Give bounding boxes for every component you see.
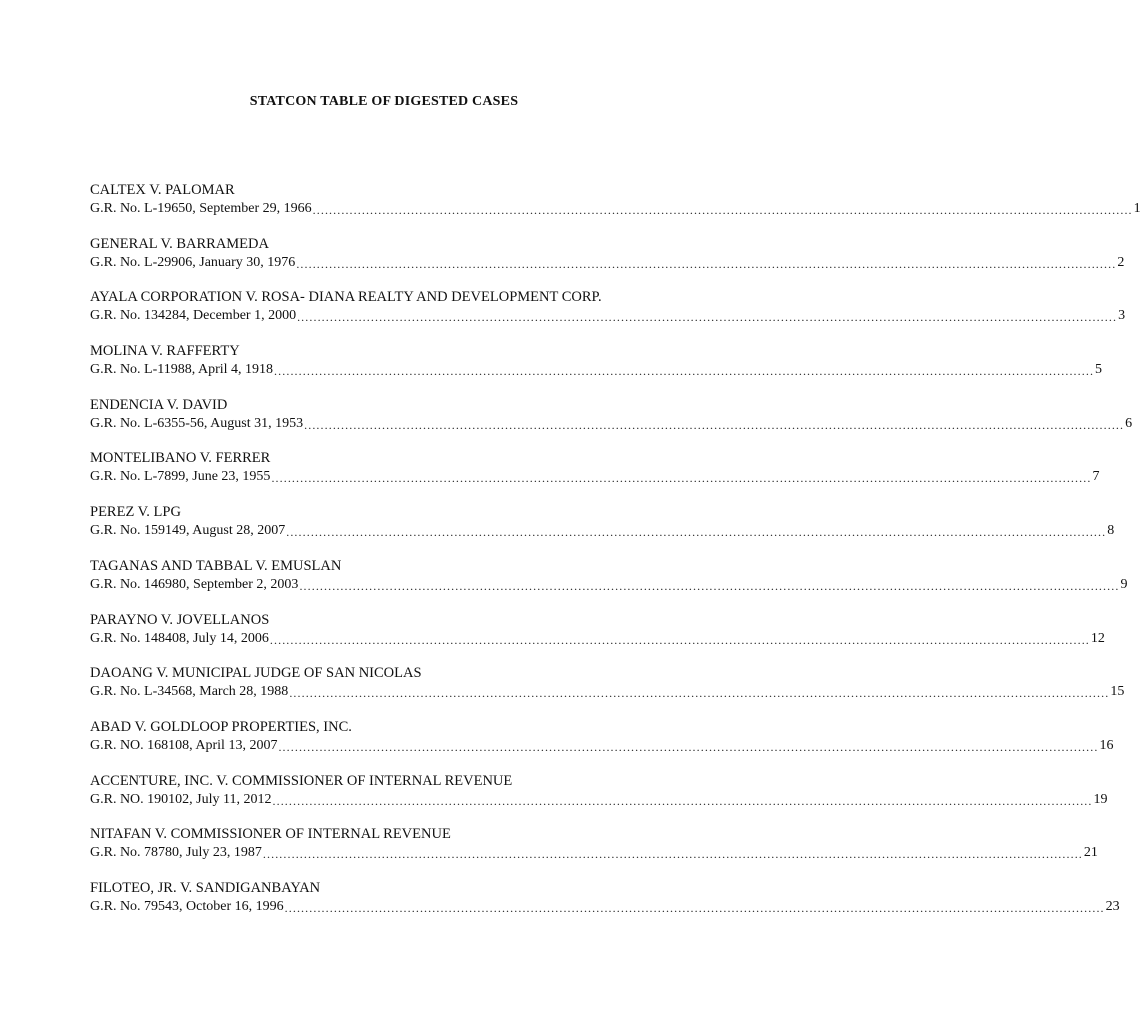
dot-leader: ........................................................................................................................................................................................................ — [262, 847, 1083, 862]
toc-entry — [90, 718, 1114, 772]
case-name: ACCENTURE, INC. V. COMMISSIONER OF INTERNAL REVENUE — [90, 772, 513, 789]
case-citation: G.R. No. 79543, October 16, 1996 — [90, 898, 284, 914]
dot-leader: ........................................................................................................................................................................................................ — [272, 793, 1093, 808]
case-citation: G.R. No. 134284, December 1, 2000 — [90, 308, 297, 324]
case-name: MOLINA V. RAFFERTY — [90, 343, 240, 360]
citation-line — [90, 897, 1120, 916]
toc-entry — [90, 879, 1120, 933]
case-citation: G.R. No. 148408, July 14, 2006 — [90, 630, 269, 646]
case-citation: G.R. No. 78780, July 23, 1987 — [90, 845, 262, 861]
page-number: 7 — [1092, 469, 1100, 485]
case-citation: G.R. No. L-34568, March 28, 1988 — [90, 684, 289, 700]
page-title: STATCON TABLE OF DIGESTED CASES — [249, 94, 519, 109]
dot-leader: ........................................................................................................................................................................................................ — [284, 900, 1105, 915]
dot-leader: ........................................................................................................................................................................................................ — [269, 632, 1090, 647]
toc-entry — [90, 342, 1103, 396]
page-number: 23 — [1105, 898, 1120, 914]
page-number: 21 — [1083, 845, 1098, 861]
case-name: DAOANG V. MUNICIPAL JUDGE OF SAN NICOLAS — [90, 665, 422, 682]
page-number: 9 — [1120, 576, 1128, 592]
toc-entry — [90, 235, 1125, 289]
citation-line — [90, 360, 1103, 379]
page-number: 12 — [1090, 630, 1105, 646]
toc-entry — [90, 288, 1126, 342]
page-number: 8 — [1107, 523, 1115, 539]
case-name: FILOTEO, JR. V. SANDIGANBAYAN — [90, 879, 321, 896]
case-citation: G.R. NO. 168108, April 13, 2007 — [90, 737, 278, 753]
page-number: 1 — [1133, 201, 1141, 216]
toc-entry — [90, 611, 1105, 665]
case-citation: G.R. No. 159149, August 28, 2007 — [90, 523, 286, 539]
case-name: CALTEX V. PALOMAR — [90, 182, 235, 198]
case-name: TAGANAS AND TABBAL V. EMUSLAN — [90, 557, 342, 574]
citation-line — [90, 253, 1125, 272]
case-citation: G.R. No. L-6355-56, August 31, 1953 — [90, 415, 304, 431]
citation-line — [90, 629, 1105, 648]
page-number: 16 — [1099, 737, 1114, 753]
page-number: 6 — [1125, 415, 1133, 431]
case-name: NITAFAN V. COMMISSIONER OF INTERNAL REVENUE — [90, 826, 451, 843]
dot-leader: ........................................................................................................................................................................................................ — [271, 471, 1092, 486]
page-number: 19 — [1093, 791, 1108, 807]
citation-line — [90, 199, 1141, 218]
toc-entry — [90, 557, 1128, 611]
case-citation: G.R. No. L-11988, April 4, 1918 — [90, 362, 274, 378]
toc-entry — [90, 772, 1108, 826]
dot-leader: ........................................................................................................................................................................................................ — [296, 256, 1117, 271]
toc-entry — [90, 503, 1115, 557]
page-number: 3 — [1118, 308, 1126, 324]
citation-line — [90, 843, 1098, 862]
toc-entry — [90, 449, 1100, 503]
dot-leader: ........................................................................................................................................................................................................ — [312, 203, 1133, 217]
page-number: 2 — [1117, 254, 1125, 270]
toc-entry — [90, 825, 1098, 879]
citation-line — [90, 467, 1100, 486]
dot-leader: ........................................................................................................................................................................................................ — [297, 310, 1118, 325]
case-name: GENERAL V. BARRAMEDA — [90, 235, 269, 252]
page-number: 5 — [1095, 362, 1103, 378]
citation-line — [90, 575, 1128, 594]
case-name: PEREZ V. LPG — [90, 504, 181, 521]
case-name: AYALA CORPORATION V. ROSA- DIANA REALTY AND DEVELOPMENT CORP. — [90, 289, 602, 306]
case-citation: G.R. No. 146980, September 2, 2003 — [90, 576, 299, 592]
citation-line — [90, 306, 1126, 325]
toc-entry — [90, 181, 1141, 235]
case-name: PARAYNO V. JOVELLANOS — [90, 611, 270, 628]
citation-line — [90, 414, 1133, 433]
case-name: ABAD V. GOLDLOOP PROPERTIES, INC. — [90, 718, 352, 735]
case-name: MONTELIBANO V. FERRER — [90, 450, 271, 467]
page-number: 15 — [1110, 684, 1125, 700]
dot-leader: ........................................................................................................................................................................................................ — [278, 739, 1099, 754]
dot-leader: ........................................................................................................................................................................................................ — [274, 364, 1095, 379]
citation-line — [90, 682, 1125, 701]
citation-line — [90, 790, 1108, 809]
case-name: ENDENCIA V. DAVID — [90, 396, 228, 413]
dot-leader: ........................................................................................................................................................................................................ — [299, 578, 1120, 593]
dot-leader: ........................................................................................................................................................................................................ — [289, 686, 1110, 701]
dot-leader: ........................................................................................................................................................................................................ — [286, 525, 1107, 540]
case-citation: G.R. No. L-19650, September 29, 1966 — [90, 201, 312, 216]
case-citation: G.R. NO. 190102, July 11, 2012 — [90, 791, 272, 807]
citation-line — [90, 736, 1114, 755]
toc-entry — [90, 396, 1133, 450]
case-citation: G.R. No. L-7899, June 23, 1955 — [90, 469, 271, 485]
toc-entry — [90, 664, 1125, 718]
dot-leader: ........................................................................................................................................................................................................ — [304, 417, 1125, 432]
case-citation: G.R. No. L-29906, January 30, 1976 — [90, 254, 296, 270]
table-of-contents — [90, 181, 1141, 933]
citation-line — [90, 521, 1115, 540]
